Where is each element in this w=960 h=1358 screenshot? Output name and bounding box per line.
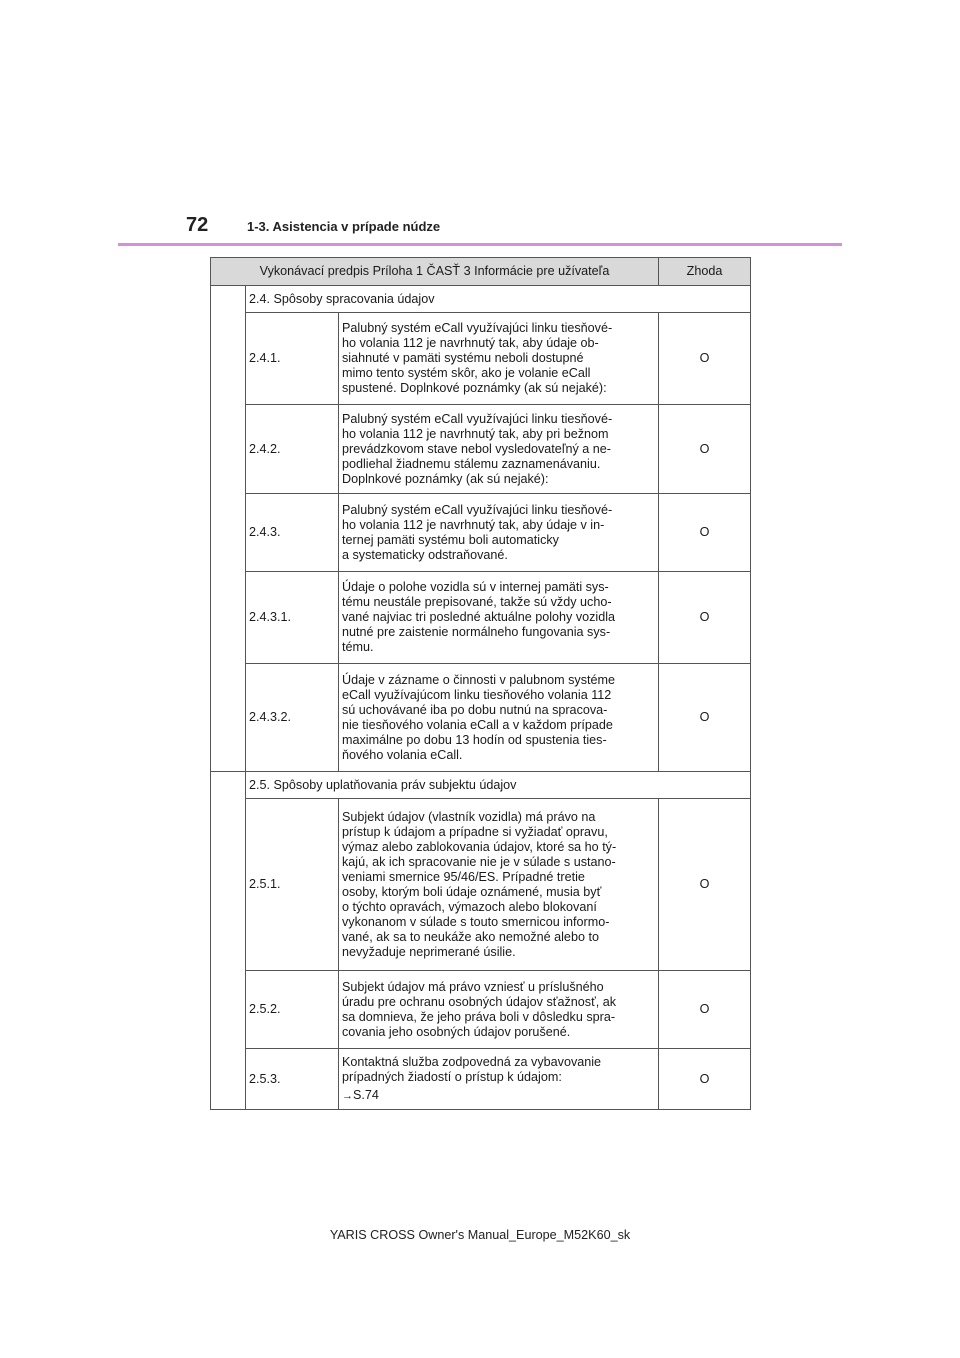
- item-code: 2.4.3.2.: [246, 664, 339, 772]
- page-number: 72: [186, 214, 209, 236]
- column-header-requirement: Vykonávací predpis Príloha 1 ČASŤ 3 Informácie pre užívateľa: [211, 258, 659, 286]
- footer-manual-id: YARIS CROSS Owner's Manual_Europe_M52K60_sk: [329, 1228, 631, 1242]
- table-row: [211, 405, 751, 494]
- section-row: [211, 286, 751, 313]
- section-title: 1-3. Asistencia v prípade núdze: [247, 219, 441, 234]
- arrow-right-icon: →: [342, 1089, 353, 1102]
- item-description-cell: [339, 971, 659, 1049]
- item-description: Subjekt údajov (vlastník vozidla) má právo na prístup k údajom a prípadne si vyžiadať opravu, výmaz alebo zablokovania údajov, ktoré sa ho tý- kajú, ak ich spracovanie nie je v súlade s ustano- veniami smernice 95/46/ES. Prípadné tretie osoby, ktorým boli údaje oznámené, musia byť o týchto opravách, výmazoch alebo blokovaní vykonanom v súlade s touto smernicou informo- vané, ak sa to neukáže ako nemožné alebo to nevyžaduje neprimerané úsilie.: [342, 809, 617, 959]
- item-description: Údaje v zázname o činnosti v palubnom systéme eCall využívajúcom linku tiesňového volania 112 sú uchovávané iba po dobu nutnú na spracova- nie tiesňového volania eCall a v každom prípade maximálne po dobu 13 hodín od spustenia ties- ňového volania eCall.: [342, 672, 615, 762]
- compliance-mark: O: [659, 405, 751, 494]
- page-reference-link[interactable]: [342, 1088, 656, 1104]
- compliance-table: [210, 257, 751, 1110]
- item-code: 2.5.3.: [246, 1049, 339, 1110]
- item-code: 2.4.2.: [246, 405, 339, 494]
- page-reference-text: S.74: [353, 1087, 379, 1102]
- item-description-cell: [339, 572, 659, 664]
- compliance-mark: O: [659, 664, 751, 772]
- table-row: [211, 1049, 751, 1110]
- item-code: 2.4.1.: [246, 313, 339, 405]
- item-code: 2.4.3.1.: [246, 572, 339, 664]
- compliance-mark: O: [659, 494, 751, 572]
- table-row: [211, 664, 751, 772]
- table-row: [211, 971, 751, 1049]
- table-row: [211, 494, 751, 572]
- table-header-row: [211, 258, 751, 286]
- compliance-mark: O: [659, 1049, 751, 1110]
- item-description-cell: [339, 405, 659, 494]
- item-description: Kontaktná služba zodpovedná za vybavovanie prípadných žiadostí o prístup k údajom:: [342, 1054, 602, 1084]
- item-code: 2.4.3.: [246, 494, 339, 572]
- table-row: [211, 799, 751, 971]
- item-description-cell: [339, 1049, 659, 1110]
- section-margin-cell: [211, 286, 246, 772]
- compliance-mark: O: [659, 313, 751, 405]
- section-margin-cell: [211, 772, 246, 1110]
- item-description-cell: [339, 664, 659, 772]
- compliance-mark: O: [659, 971, 751, 1049]
- item-description: Palubný systém eCall využívajúci linku tiesňové- ho volania 112 je navrhnutý tak, aby pri bežnom prevádzkovom stave nebol vysledovateľný a ne- podliehal žiadnemu stálemu zaznamenávaniu. Doplnkové poznámky (ak sú nejaké):: [342, 411, 613, 486]
- header-divider: [118, 243, 842, 246]
- item-description: Palubný systém eCall využívajúci linku tiesňové- ho volania 112 je navrhnutý tak, aby údaje v in- ternej pamäti systému boli automaticky a systematicky odstraňované.: [342, 502, 613, 562]
- item-description: Subjekt údajov má právo vzniesť u príslušného úradu pre ochranu osobných údajov sťažnosť, ak sa domnieva, že jeho práva boli v dôsledku spra- covania jeho osobných údajov porušené.: [342, 979, 617, 1039]
- column-header-compliance: Zhoda: [659, 258, 751, 286]
- item-description-cell: [339, 494, 659, 572]
- table-row: [211, 313, 751, 405]
- compliance-mark: O: [659, 799, 751, 971]
- item-description-cell: [339, 799, 659, 971]
- section-title-cell: 2.4. Spôsoby spracovania údajov: [246, 286, 751, 313]
- item-description: Palubný systém eCall využívajúci linku tiesňové- ho volania 112 je navrhnutý tak, aby údaje ob- siahnuté v pamäti systému neboli dostupné mimo tento systém skôr, ako je volanie eCall spustené. Doplnkové poznámky (ak sú nejaké):: [342, 321, 613, 395]
- item-description-cell: [339, 313, 659, 405]
- item-code: 2.5.1.: [246, 799, 339, 971]
- section-title-cell: 2.5. Spôsoby uplatňovania práv subjektu údajov: [246, 772, 751, 799]
- item-code: 2.5.2.: [246, 971, 339, 1049]
- compliance-mark: O: [659, 572, 751, 664]
- table-row: [211, 572, 751, 664]
- section-row: [211, 772, 751, 799]
- item-description: Údaje o polohe vozidla sú v internej pamäti sys- tému neustále prepisované, takže sú vždy ucho- vané najviac tri posledné aktuálne polohy vozidla nutné pre zaistenie normálneho fungovania sys- tému.: [342, 580, 616, 654]
